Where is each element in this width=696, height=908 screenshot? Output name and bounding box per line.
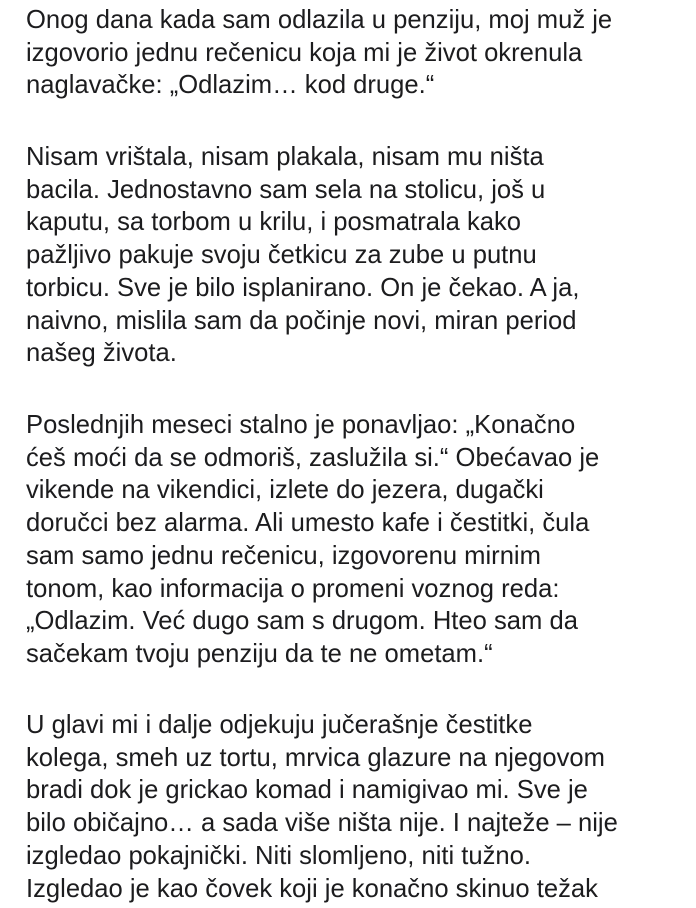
text-line: kolega, smeh uz tortu, mrvica glazure na njegovom: [26, 743, 605, 772]
text-line: bacila. Jednostavno sam sela na stolicu, još u: [26, 175, 546, 204]
text-line: kaputu, sa torbom u krilu, i posmatrala kako: [26, 208, 522, 237]
text-line: bradi dok je grickao komad i namigivao mi. Sve je: [26, 776, 588, 805]
text-line: izgledao pokajnički. Niti slomljeno, niti tužno.: [26, 841, 532, 870]
text-line: „Odlazim. Već dugo sam s drugom. Hteo sam da: [26, 607, 578, 636]
text-line: naivno, mislila sam da počinje novi, miran period: [26, 306, 577, 335]
text-line: sam samo jednu rečenicu, izgovorenu mirnim: [26, 541, 541, 570]
text-line: Poslednjih meseci stalno je ponavljao: „Konačno: [26, 411, 576, 439]
paragraph-2: [26, 141, 579, 370]
text-line: bilo običajno… a sada više ništa nije. I najteže – nije: [26, 809, 618, 838]
text-line: naglavačke: „Odlazim… kod druge.“: [26, 71, 435, 100]
text-line: U glavi mi i dalje odjekuju jučerašnje čestitke: [26, 711, 533, 739]
text-line: Onog dana kada sam odlazila u penziju, moj muž je: [26, 6, 613, 34]
text-line: tonom, kao informacija o promeni voznog reda:: [26, 574, 560, 603]
text-line: pažljivo pakuje svoju četkicu za zube u putnu: [26, 241, 537, 270]
paragraph-4: [26, 709, 618, 905]
text-line: doručci bez alarma. Ali umesto kafe i čestitki, čula: [26, 509, 590, 538]
text-line: Nisam vrištala, nisam plakala, nisam mu ništa: [26, 143, 544, 171]
paragraph-3: [26, 409, 599, 671]
paragraph-1: [26, 4, 612, 102]
text-line: izgovorio jednu rečenicu koja mi je život okrenula: [26, 38, 583, 67]
text-line: sačekam tvoju penziju da te ne ometam.“: [26, 639, 493, 668]
text-line: ćeš moći da se odmoriš, zaslužila si.“ Obećavao je: [26, 443, 600, 472]
text-line: našeg života.: [26, 339, 177, 368]
text-line: torbicu. Sve je bilo isplanirano. On je čekao. A ja,: [26, 273, 580, 302]
text-line: Izgledao je kao čovek koji je konačno skinuo težak: [26, 874, 598, 903]
text-line: vikende na vikendici, izlete do jezera, dugački: [26, 476, 544, 505]
